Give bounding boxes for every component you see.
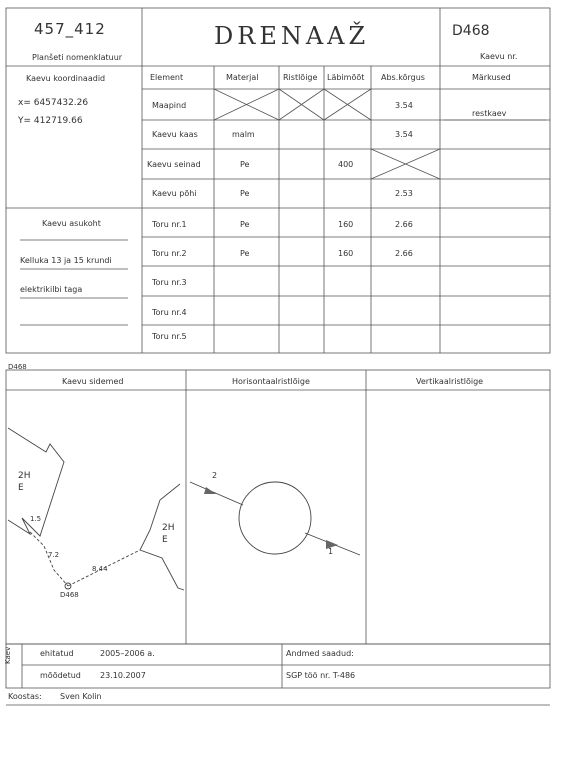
page-title: DRENAAŽ (214, 22, 370, 50)
table-cell-material: Pe (240, 220, 250, 229)
location-line1: Kelluka 13 ja 15 krundi (20, 256, 112, 265)
coords-heading: Kaevu koordinaadid (26, 74, 106, 83)
measured-label: mõõdetud (40, 671, 81, 680)
source-value: SGP töö nr. T-486 (286, 671, 356, 680)
panel-title-connections: Kaevu sidemed (62, 377, 124, 386)
col-header-abs: Abs.kõrgus (381, 73, 425, 82)
panel-title-horizontal: Horisontaalristlõige (232, 377, 310, 386)
dimension-label: 1.5 (30, 515, 42, 523)
author-value: Sven Kolin (60, 692, 102, 701)
table-cell-abs: 3.54 (395, 101, 413, 110)
col-header-notes: Märkused (472, 73, 511, 82)
pipe-label-1: 1 (328, 547, 334, 556)
table-cell-element: Kaevu kaas (152, 130, 198, 139)
col-header-diameter: Läbimõõt (327, 73, 365, 82)
pipe-label-2: 2 (212, 471, 218, 480)
table-cell-abs: 2.66 (395, 249, 413, 258)
built-value: 2005–2006 a. (100, 649, 155, 658)
table-cell-element: Toru nr.5 (152, 332, 187, 341)
table-cell-diameter: 160 (338, 249, 354, 258)
table-cell-material: Pe (240, 249, 250, 258)
table-cell-abs: 2.66 (395, 220, 413, 229)
pipe-arrows (204, 487, 338, 549)
table-cell-element: Toru nr.1 (152, 220, 187, 229)
table-cell-diameter: 400 (338, 160, 354, 169)
well-no-label: Kaevu nr. (480, 52, 518, 61)
table-cell-notes: restkaev (472, 109, 507, 118)
table-cell-element: Toru nr.4 (152, 308, 187, 317)
well-label-plan: D468 (60, 591, 79, 599)
building-label-2: 2H E (162, 523, 175, 545)
sketch-geometry (8, 428, 360, 590)
source-label: Andmed saadud: (286, 649, 354, 658)
dimension-label: 8.44 (92, 565, 108, 573)
table-cell-diameter: 160 (338, 220, 354, 229)
dimension-label: 7.2 (48, 551, 60, 559)
author-label: Koostas: (8, 692, 42, 701)
table-cell-abs: 2.53 (395, 189, 413, 198)
building-label-1: 2H E (18, 471, 31, 493)
col-header-element: Element (150, 73, 184, 82)
table-cell-abs: 3.54 (395, 130, 413, 139)
built-label: ehitatud (40, 649, 74, 658)
coord-y: Y= 412719.66 (18, 116, 83, 126)
coord-x: x= 6457432.26 (18, 98, 89, 108)
table-cell-material: Pe (240, 189, 250, 198)
table-cell-element: Kaevu seinad (147, 160, 201, 169)
footer-side-label: Kaev (4, 646, 12, 664)
measured-value: 23.10.2007 (100, 671, 146, 680)
table-cell-material: Pe (240, 160, 250, 169)
table-cell-element: Maapind (152, 101, 187, 110)
table-cell-element: Toru nr.3 (152, 278, 187, 287)
location-heading: Kaevu asukoht (42, 219, 101, 228)
sketch-id: D468 (8, 363, 27, 371)
sheet-label: Planšeti nomenklatuur (32, 53, 123, 62)
table-cell-element: Toru nr.2 (152, 249, 187, 258)
col-header-material: Materjal (226, 73, 259, 82)
location-line2: elektrikilbi taga (20, 285, 83, 294)
panel-title-vertical: Vertikaalristlõige (416, 377, 484, 386)
col-header-cross: Ristlõige (283, 73, 318, 82)
table-cell-element: Kaevu põhi (152, 189, 197, 198)
table-cell-material: malm (232, 130, 255, 139)
well-id: D468 (452, 23, 490, 39)
sheet-number: 457_412 (34, 20, 106, 38)
